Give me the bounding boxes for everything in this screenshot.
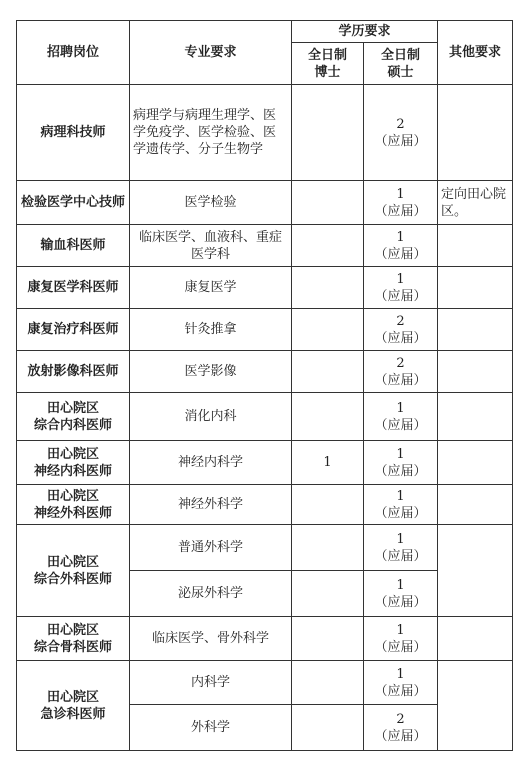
phd-cell [292,267,364,309]
other-cell [438,351,513,393]
master-cell: 1 （应届） [364,393,438,441]
phd-cell [292,351,364,393]
header-major: 专业要求 [130,21,292,85]
header-master: 全日制 硕士 [364,43,438,85]
other-cell [438,441,513,485]
other-cell [438,525,513,617]
position-cell: 田心院区 综合骨科医师 [17,617,130,661]
phd-cell [292,309,364,351]
other-cell [438,661,513,751]
position-cell: 检验医学中心技师 [17,181,130,225]
header-other: 其他要求 [438,21,513,85]
master-cell: 2 （应届） [364,351,438,393]
table-row [17,661,513,705]
position-cell: 病理科技师 [17,85,130,181]
other-cell [438,85,513,181]
header-phd: 全日制 博士 [292,43,364,85]
table-row [17,485,513,525]
major-cell: 消化内科 [130,393,292,441]
major-cell: 神经内科学 [130,441,292,485]
master-cell: 1 （应届） [364,617,438,661]
phd-cell [292,85,364,181]
major-cell: 病理学与病理生理学、医学免疫学、医学检验、医学遗传学、分子生物学 [130,85,292,181]
master-cell: 1 （应届） [364,225,438,267]
table-row [17,309,513,351]
other-cell [438,267,513,309]
phd-cell [292,661,364,705]
master-cell: 1 （应届） [364,571,438,617]
position-cell: 康复治疗科医师 [17,309,130,351]
position-cell: 放射影像科医师 [17,351,130,393]
other-cell [438,617,513,661]
table-row [17,351,513,393]
master-cell: 1 （应届） [364,525,438,571]
major-cell: 针灸推拿 [130,309,292,351]
major-cell: 神经外科学 [130,485,292,525]
major-cell: 康复医学 [130,267,292,309]
major-cell: 临床医学、骨外科学 [130,617,292,661]
position-cell: 田心院区 综合内科医师 [17,393,130,441]
phd-cell [292,705,364,751]
position-cell: 田心院区 神经内科医师 [17,441,130,485]
master-cell: 1 （应届） [364,441,438,485]
phd-cell [292,225,364,267]
header-education: 学历要求 [292,21,438,43]
other-cell [438,485,513,525]
major-cell: 内科学 [130,661,292,705]
position-cell: 田心院区 综合外科医师 [17,525,130,617]
master-cell: 2 （应届） [364,705,438,751]
table-row [17,393,513,441]
position-cell: 田心院区 急诊科医师 [17,661,130,751]
master-cell: 1 （应届） [364,661,438,705]
recruitment-table [16,20,513,751]
other-cell: 定向田心院区。 [438,181,513,225]
table-row [17,85,513,181]
phd-cell [292,181,364,225]
phd-cell [292,485,364,525]
table-row [17,181,513,225]
position-cell: 康复医学科医师 [17,267,130,309]
position-cell: 田心院区 神经外科医师 [17,485,130,525]
header-position: 招聘岗位 [17,21,130,85]
major-cell: 医学影像 [130,351,292,393]
position-cell: 输血科医师 [17,225,130,267]
other-cell [438,309,513,351]
phd-cell: 1 [292,441,364,485]
phd-cell [292,617,364,661]
master-cell: 2 （应届） [364,309,438,351]
other-cell [438,393,513,441]
table-row [17,225,513,267]
table-body [17,85,513,751]
table-row [17,267,513,309]
other-cell [438,225,513,267]
phd-cell [292,393,364,441]
table-row [17,441,513,485]
major-cell: 泌尿外科学 [130,571,292,617]
major-cell: 医学检验 [130,181,292,225]
master-cell: 1 （应届） [364,267,438,309]
major-cell: 临床医学、血液科、重症医学科 [130,225,292,267]
master-cell: 2 （应届） [364,85,438,181]
master-cell: 1 （应届） [364,181,438,225]
phd-cell [292,571,364,617]
major-cell: 外科学 [130,705,292,751]
table-row [17,525,513,571]
master-cell: 1 （应届） [364,485,438,525]
table-row [17,617,513,661]
major-cell: 普通外科学 [130,525,292,571]
phd-cell [292,525,364,571]
